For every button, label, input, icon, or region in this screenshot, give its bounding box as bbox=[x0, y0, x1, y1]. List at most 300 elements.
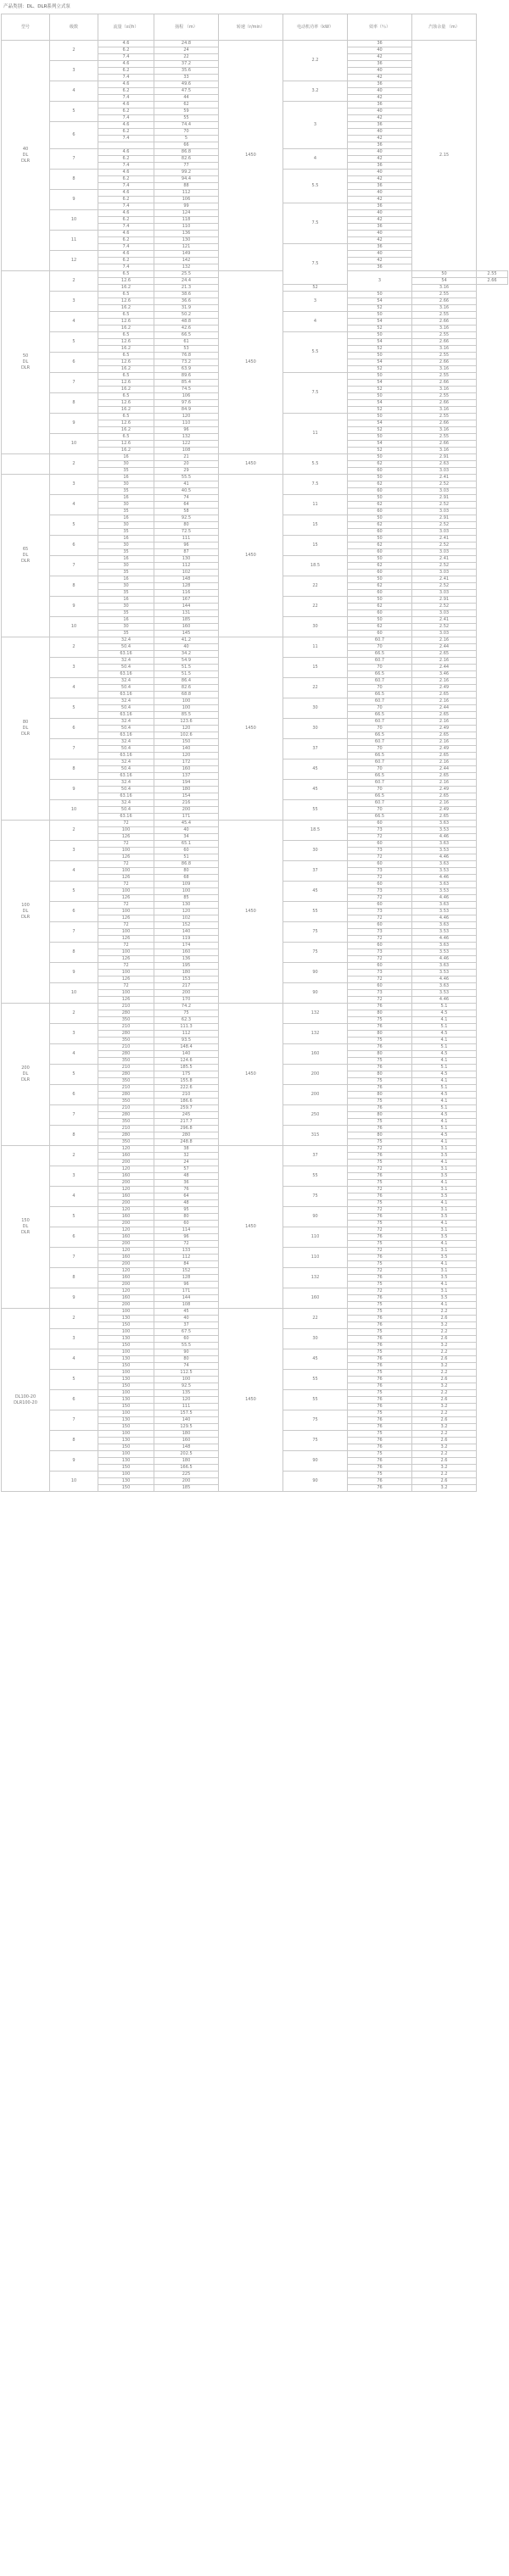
model-cell: 40 DL DLR bbox=[2, 41, 50, 271]
power-cell: 110 bbox=[283, 1248, 348, 1268]
head-cell: 66.5 bbox=[154, 332, 219, 339]
npsh-cell: 2.16 bbox=[412, 800, 477, 807]
head-cell: 89.6 bbox=[154, 373, 219, 380]
efficiency-cell: 66.5 bbox=[348, 773, 412, 780]
power-cell: 55 bbox=[283, 1370, 348, 1390]
efficiency-cell: 50 bbox=[348, 312, 412, 319]
flow-cell: 6.2 bbox=[98, 176, 154, 183]
head-cell: 210 bbox=[154, 1092, 219, 1099]
flow-cell: 100 bbox=[98, 1451, 154, 1458]
flow-cell: 7.4 bbox=[98, 264, 154, 271]
head-cell: 94.4 bbox=[154, 176, 219, 183]
head-cell: 112.5 bbox=[154, 1370, 219, 1377]
flow-cell: 16.2 bbox=[98, 325, 154, 332]
npsh-cell: 3.1 bbox=[412, 1227, 477, 1234]
flow-cell: 350 bbox=[98, 1119, 154, 1126]
head-cell: 84 bbox=[154, 1261, 219, 1268]
efficiency-cell: 50 bbox=[348, 495, 412, 502]
flow-cell: 6.2 bbox=[98, 108, 154, 115]
flow-cell: 200 bbox=[98, 1160, 154, 1166]
head-cell: 217.7 bbox=[154, 1119, 219, 1126]
npsh-cell: 2.2 bbox=[412, 1370, 477, 1377]
head-cell: 160 bbox=[154, 624, 219, 631]
efficiency-cell: 60 bbox=[348, 943, 412, 949]
head-cell: 80 bbox=[154, 868, 219, 875]
flow-cell: 4.6 bbox=[98, 190, 154, 197]
flow-cell: 6.2 bbox=[98, 197, 154, 203]
flow-cell: 120 bbox=[98, 1288, 154, 1295]
col-npsh: 汽蚀余量 （m） bbox=[412, 14, 477, 41]
head-cell: 54.9 bbox=[154, 658, 219, 665]
power-cell: 315 bbox=[283, 1126, 348, 1146]
head-cell: 110 bbox=[154, 420, 219, 427]
flow-cell: 210 bbox=[98, 1105, 154, 1112]
head-cell: 136 bbox=[154, 231, 219, 237]
efficiency-cell: 54 bbox=[348, 400, 412, 407]
npsh-cell: 2.66 bbox=[412, 319, 477, 325]
stage-cell: 7 bbox=[50, 1410, 98, 1431]
flow-cell: 35 bbox=[98, 509, 154, 515]
npsh-cell: 3.2 bbox=[412, 1485, 477, 1492]
speed-cell: 1450 bbox=[219, 1004, 283, 1146]
flow-cell: 4.6 bbox=[98, 41, 154, 47]
npsh-cell: 3.5 bbox=[412, 1255, 477, 1261]
table-row bbox=[2, 41, 508, 47]
flow-cell: 63.16 bbox=[98, 793, 154, 800]
npsh-cell: 2.91 bbox=[412, 495, 477, 502]
flow-cell: 100 bbox=[98, 1390, 154, 1397]
head-cell: 144 bbox=[154, 604, 219, 610]
head-cell: 60 bbox=[154, 848, 219, 854]
efficiency-cell: 40 bbox=[348, 149, 412, 156]
stage-cell: 8 bbox=[50, 759, 98, 780]
npsh-cell: 3.63 bbox=[412, 861, 477, 868]
efficiency-cell: 54 bbox=[412, 278, 477, 285]
head-cell: 80 bbox=[154, 1356, 219, 1363]
head-cell: 118 bbox=[154, 217, 219, 224]
speed-cell: 1450 bbox=[219, 475, 283, 637]
power-cell: 110 bbox=[283, 1227, 348, 1248]
col-power: 电动机功率（kW） bbox=[283, 14, 348, 41]
flow-cell: 210 bbox=[98, 1024, 154, 1031]
flow-cell: 16.2 bbox=[98, 427, 154, 434]
efficiency-cell: 76 bbox=[348, 1085, 412, 1092]
stage-cell: 9 bbox=[50, 1451, 98, 1472]
stage-cell: 6 bbox=[50, 1085, 98, 1105]
npsh-cell: 2.66 bbox=[412, 400, 477, 407]
head-cell: 120 bbox=[154, 1397, 219, 1404]
efficiency-cell: 50 bbox=[412, 271, 477, 278]
efficiency-cell: 72 bbox=[348, 976, 412, 983]
efficiency-cell: 54 bbox=[348, 339, 412, 346]
head-cell: 280 bbox=[154, 1132, 219, 1139]
npsh-cell: 3.2 bbox=[412, 1343, 477, 1349]
head-cell: 22 bbox=[154, 54, 219, 61]
efficiency-cell: 42 bbox=[348, 95, 412, 102]
head-cell: 41 bbox=[154, 481, 219, 488]
power-cell: 22 bbox=[283, 1309, 348, 1329]
flow-cell: 6.5 bbox=[98, 373, 154, 380]
head-cell: 24 bbox=[154, 47, 219, 54]
power-cell: 75 bbox=[283, 922, 348, 943]
efficiency-cell: 72 bbox=[348, 936, 412, 943]
npsh-cell: 3.16 bbox=[412, 427, 477, 434]
power-cell: 45 bbox=[283, 759, 348, 780]
head-cell: 152 bbox=[154, 922, 219, 929]
stage-cell: 2 bbox=[50, 271, 98, 292]
npsh-cell: 3.5 bbox=[412, 1234, 477, 1241]
efficiency-cell: 70 bbox=[348, 705, 412, 712]
efficiency-cell: 42 bbox=[348, 237, 412, 244]
npsh-cell: 2.52 bbox=[412, 583, 477, 590]
flow-cell: 72 bbox=[98, 861, 154, 868]
table-row bbox=[2, 1004, 508, 1010]
head-cell: 202.5 bbox=[154, 1451, 219, 1458]
head-cell: 245 bbox=[154, 1112, 219, 1119]
head-cell: 48 bbox=[154, 1200, 219, 1207]
head-cell: 129.5 bbox=[154, 1424, 219, 1431]
head-cell: 74.5 bbox=[154, 387, 219, 393]
efficiency-cell: 60 bbox=[348, 902, 412, 909]
flow-cell: 7.4 bbox=[98, 244, 154, 251]
efficiency-cell: 50 bbox=[348, 434, 412, 441]
flow-cell: 7.4 bbox=[98, 75, 154, 81]
flow-cell: 6.5 bbox=[98, 332, 154, 339]
efficiency-cell: 40 bbox=[348, 231, 412, 237]
head-cell: 63.9 bbox=[154, 366, 219, 373]
power-cell: 15 bbox=[283, 658, 348, 678]
npsh-cell: 2.55 bbox=[412, 414, 477, 420]
flow-cell: 280 bbox=[98, 1092, 154, 1099]
flow-cell: 160 bbox=[98, 1275, 154, 1282]
efficiency-cell: 76 bbox=[348, 1444, 412, 1451]
head-cell: 130 bbox=[154, 902, 219, 909]
npsh-cell: 4.1 bbox=[412, 1302, 477, 1309]
efficiency-cell: 70 bbox=[348, 787, 412, 793]
head-cell: 76.8 bbox=[154, 353, 219, 359]
head-cell: 47.5 bbox=[154, 88, 219, 95]
efficiency-cell: 40 bbox=[348, 251, 412, 258]
efficiency-cell: 60 bbox=[348, 529, 412, 536]
flow-cell: 63.16 bbox=[98, 814, 154, 821]
efficiency-cell: 62 bbox=[348, 502, 412, 509]
efficiency-cell: 75 bbox=[348, 1261, 412, 1268]
npsh-cell: 4.1 bbox=[412, 1119, 477, 1126]
power-cell: 7.5 bbox=[283, 203, 348, 244]
npsh-cell: 3.2 bbox=[412, 1363, 477, 1370]
efficiency-cell: 72 bbox=[348, 956, 412, 963]
flow-cell: 72 bbox=[98, 943, 154, 949]
flow-cell: 126 bbox=[98, 936, 154, 943]
flow-cell: 6.5 bbox=[98, 434, 154, 441]
efficiency-cell: 72 bbox=[348, 834, 412, 841]
power-cell: 75 bbox=[283, 1187, 348, 1207]
head-cell: 33 bbox=[154, 75, 219, 81]
head-cell: 102.6 bbox=[154, 732, 219, 739]
power-cell: 18.5 bbox=[283, 556, 348, 576]
head-cell: 40 bbox=[154, 1316, 219, 1322]
model-cell: 80 DL DLR bbox=[2, 637, 50, 821]
stage-cell: 8 bbox=[50, 943, 98, 963]
efficiency-cell: 72 bbox=[348, 997, 412, 1004]
head-cell: 121 bbox=[154, 244, 219, 251]
npsh-cell: 3.53 bbox=[412, 970, 477, 976]
flow-cell: 100 bbox=[98, 970, 154, 976]
npsh-cell: 2.16 bbox=[412, 637, 477, 644]
head-cell: 77 bbox=[154, 163, 219, 170]
head-cell: 66 bbox=[154, 142, 219, 149]
efficiency-cell: 73 bbox=[348, 990, 412, 997]
npsh-cell: 3.03 bbox=[412, 488, 477, 495]
efficiency-cell: 72 bbox=[348, 854, 412, 861]
stage-cell: 3 bbox=[50, 1166, 98, 1187]
power-cell: 5.5 bbox=[283, 454, 348, 475]
head-cell: 82.6 bbox=[154, 156, 219, 163]
flow-cell: 16 bbox=[98, 475, 154, 481]
efficiency-cell: 54 bbox=[348, 319, 412, 325]
efficiency-cell: 60 bbox=[348, 610, 412, 617]
efficiency-cell: 52 bbox=[348, 427, 412, 434]
col-stages: 级数 bbox=[50, 14, 98, 41]
npsh-cell: 3.16 bbox=[412, 305, 477, 312]
flow-cell: 280 bbox=[98, 1112, 154, 1119]
head-cell: 112 bbox=[154, 563, 219, 570]
efficiency-cell: 72 bbox=[348, 1166, 412, 1173]
npsh-cell: 2.52 bbox=[412, 563, 477, 570]
npsh-cell: 3.1 bbox=[412, 1248, 477, 1255]
efficiency-cell: 62 bbox=[348, 542, 412, 549]
efficiency-cell: 36 bbox=[348, 81, 412, 88]
npsh-cell: 3.2 bbox=[412, 1424, 477, 1431]
flow-cell: 100 bbox=[98, 1472, 154, 1478]
efficiency-cell: 40 bbox=[348, 68, 412, 75]
flow-cell: 120 bbox=[98, 1227, 154, 1234]
stage-cell: 9 bbox=[50, 190, 98, 210]
efficiency-cell: 60 bbox=[348, 570, 412, 576]
head-cell: 186.6 bbox=[154, 1099, 219, 1105]
npsh-cell: 2.65 bbox=[412, 753, 477, 759]
flow-cell: 100 bbox=[98, 827, 154, 834]
flow-cell: 100 bbox=[98, 949, 154, 956]
efficiency-cell: 70 bbox=[348, 726, 412, 732]
head-cell: 87 bbox=[154, 549, 219, 556]
npsh-cell: 3.1 bbox=[412, 1166, 477, 1173]
stage-cell: 5 bbox=[50, 1370, 98, 1390]
efficiency-cell: 60 bbox=[348, 922, 412, 929]
npsh-cell: 4.5 bbox=[412, 1112, 477, 1119]
head-cell: 36.6 bbox=[154, 298, 219, 305]
head-cell: 100 bbox=[154, 698, 219, 705]
flow-cell: 6.5 bbox=[98, 353, 154, 359]
efficiency-cell: 75 bbox=[348, 1370, 412, 1377]
npsh-cell: 3.5 bbox=[412, 1193, 477, 1200]
head-cell: 116 bbox=[154, 590, 219, 597]
flow-cell: 130 bbox=[98, 1397, 154, 1404]
flow-cell: 16.2 bbox=[98, 407, 154, 414]
flow-cell: 280 bbox=[98, 1031, 154, 1038]
power-cell: 5.5 bbox=[283, 170, 348, 203]
head-cell: 35.6 bbox=[154, 68, 219, 75]
efficiency-cell: 52 bbox=[348, 325, 412, 332]
npsh-cell: 3.03 bbox=[412, 590, 477, 597]
flow-cell: 130 bbox=[98, 1417, 154, 1424]
efficiency-cell: 75 bbox=[348, 1241, 412, 1248]
efficiency-cell: 60.7 bbox=[348, 719, 412, 726]
npsh-cell: 2.2 bbox=[412, 1410, 477, 1417]
flow-cell: 126 bbox=[98, 997, 154, 1004]
head-cell: 96 bbox=[154, 427, 219, 434]
efficiency-cell: 62 bbox=[348, 522, 412, 529]
flow-cell: 120 bbox=[98, 1146, 154, 1153]
power-cell: 55 bbox=[283, 902, 348, 922]
table-header-row bbox=[2, 14, 508, 41]
stage-cell: 10 bbox=[50, 983, 98, 1004]
npsh-cell: 2.91 bbox=[412, 515, 477, 522]
efficiency-cell: 36 bbox=[348, 61, 412, 68]
head-cell: 86.4 bbox=[154, 678, 219, 685]
head-cell: 100 bbox=[154, 1377, 219, 1383]
efficiency-cell: 52 bbox=[348, 387, 412, 393]
npsh-cell: 2.66 bbox=[412, 359, 477, 366]
head-cell: 152 bbox=[154, 1268, 219, 1275]
npsh-cell: 3.53 bbox=[412, 949, 477, 956]
table-row bbox=[2, 1309, 508, 1316]
efficiency-cell: 72 bbox=[348, 1146, 412, 1153]
efficiency-cell: 52 bbox=[348, 346, 412, 353]
head-cell: 106 bbox=[154, 197, 219, 203]
flow-cell: 200 bbox=[98, 1302, 154, 1309]
flow-cell: 12.6 bbox=[98, 420, 154, 427]
npsh-cell: 4.46 bbox=[412, 834, 477, 841]
power-cell: 7.5 bbox=[283, 475, 348, 495]
head-cell: 154 bbox=[154, 793, 219, 800]
flow-cell: 30 bbox=[98, 461, 154, 468]
power-cell: 11 bbox=[283, 495, 348, 515]
head-cell: 102 bbox=[154, 570, 219, 576]
efficiency-cell: 80 bbox=[348, 1071, 412, 1078]
npsh-cell: 3.03 bbox=[412, 610, 477, 617]
head-cell: 120 bbox=[154, 726, 219, 732]
flow-cell: 130 bbox=[98, 1458, 154, 1465]
stage-cell: 10 bbox=[50, 1472, 98, 1492]
flow-cell: 35 bbox=[98, 488, 154, 495]
head-cell: 140 bbox=[154, 1417, 219, 1424]
npsh-cell: 3.1 bbox=[412, 1268, 477, 1275]
head-cell: 137 bbox=[154, 773, 219, 780]
stage-cell: 4 bbox=[50, 312, 98, 332]
stage-cell: 3 bbox=[50, 61, 98, 81]
head-cell: 68.8 bbox=[154, 692, 219, 698]
stage-cell: 5 bbox=[50, 332, 98, 353]
npsh-cell: 2.66 bbox=[412, 441, 477, 448]
flow-cell: 30 bbox=[98, 542, 154, 549]
flow-cell: 100 bbox=[98, 1329, 154, 1336]
head-cell: 130 bbox=[154, 237, 219, 244]
head-cell: 55.5 bbox=[154, 1343, 219, 1349]
efficiency-cell: 60.7 bbox=[348, 739, 412, 746]
npsh-cell: 3.63 bbox=[412, 882, 477, 888]
flow-cell: 30 bbox=[98, 583, 154, 590]
npsh-cell: 2.55 bbox=[412, 373, 477, 380]
npsh-cell: 2.65 bbox=[412, 793, 477, 800]
head-cell: 166.5 bbox=[154, 1465, 219, 1472]
efficiency-cell: 36 bbox=[348, 183, 412, 190]
stage-cell: 2 bbox=[50, 41, 98, 61]
flow-cell: 32.4 bbox=[98, 658, 154, 665]
head-cell: 112 bbox=[154, 1255, 219, 1261]
npsh-cell: 4.1 bbox=[412, 1078, 477, 1085]
stage-cell: 7 bbox=[50, 373, 98, 393]
model-cell: 100 DL DLR bbox=[2, 821, 50, 1004]
head-cell: 128 bbox=[154, 1275, 219, 1282]
flow-cell: 50.4 bbox=[98, 705, 154, 712]
head-cell: 60 bbox=[154, 1336, 219, 1343]
npsh-cell: 2.15 bbox=[412, 41, 477, 271]
head-cell: 64 bbox=[154, 1193, 219, 1200]
stage-cell: 5 bbox=[50, 1207, 98, 1227]
npsh-cell: 3.1 bbox=[412, 1207, 477, 1214]
npsh-cell: 3.53 bbox=[412, 868, 477, 875]
npsh-cell: 3.2 bbox=[412, 1465, 477, 1472]
head-cell: 100 bbox=[154, 705, 219, 712]
npsh-cell: 2.16 bbox=[412, 759, 477, 766]
npsh-cell: 3.5 bbox=[412, 1295, 477, 1302]
head-cell: 160 bbox=[154, 949, 219, 956]
power-cell: 30 bbox=[283, 617, 348, 637]
npsh-cell: 2.16 bbox=[412, 719, 477, 726]
power-cell: 132 bbox=[283, 1268, 348, 1288]
flow-cell: 30 bbox=[98, 624, 154, 631]
head-cell: 185.5 bbox=[154, 1065, 219, 1071]
npsh-cell: 2.49 bbox=[412, 726, 477, 732]
power-cell: 37 bbox=[283, 739, 348, 759]
flow-cell: 72 bbox=[98, 983, 154, 990]
efficiency-cell: 60 bbox=[348, 841, 412, 848]
npsh-cell: 5.1 bbox=[412, 1065, 477, 1071]
stage-cell: 3 bbox=[50, 475, 98, 495]
npsh-cell: 4.46 bbox=[412, 854, 477, 861]
head-cell: 45.4 bbox=[154, 821, 219, 827]
speed-cell: 1450 bbox=[219, 1146, 283, 1309]
flow-cell: 120 bbox=[98, 1248, 154, 1255]
flow-cell: 350 bbox=[98, 1078, 154, 1085]
stage-cell: 5 bbox=[50, 1065, 98, 1085]
npsh-cell: 3.63 bbox=[412, 963, 477, 970]
head-cell: 62.3 bbox=[154, 1017, 219, 1024]
flow-cell: 63.16 bbox=[98, 692, 154, 698]
flow-cell: 350 bbox=[98, 1139, 154, 1146]
npsh-cell: 4.1 bbox=[412, 1099, 477, 1105]
flow-cell: 160 bbox=[98, 1173, 154, 1180]
stage-cell: 8 bbox=[50, 170, 98, 190]
flow-cell: 16 bbox=[98, 536, 154, 542]
flow-cell: 200 bbox=[98, 1180, 154, 1187]
head-cell: 97.6 bbox=[154, 400, 219, 407]
npsh-cell: 3.53 bbox=[412, 848, 477, 854]
flow-cell: 150 bbox=[98, 1343, 154, 1349]
efficiency-cell: 62 bbox=[348, 583, 412, 590]
head-cell: 180 bbox=[154, 1431, 219, 1438]
flow-cell: 4.6 bbox=[98, 61, 154, 68]
table-row bbox=[2, 1146, 508, 1153]
head-cell: 145 bbox=[154, 631, 219, 637]
efficiency-cell: 76 bbox=[348, 1316, 412, 1322]
model-cell: 200 DL DLR bbox=[2, 1004, 50, 1146]
power-cell: 5.5 bbox=[283, 332, 348, 373]
flow-cell: 63.16 bbox=[98, 671, 154, 678]
stage-cell: 11 bbox=[50, 231, 98, 251]
head-cell: 62 bbox=[154, 102, 219, 108]
